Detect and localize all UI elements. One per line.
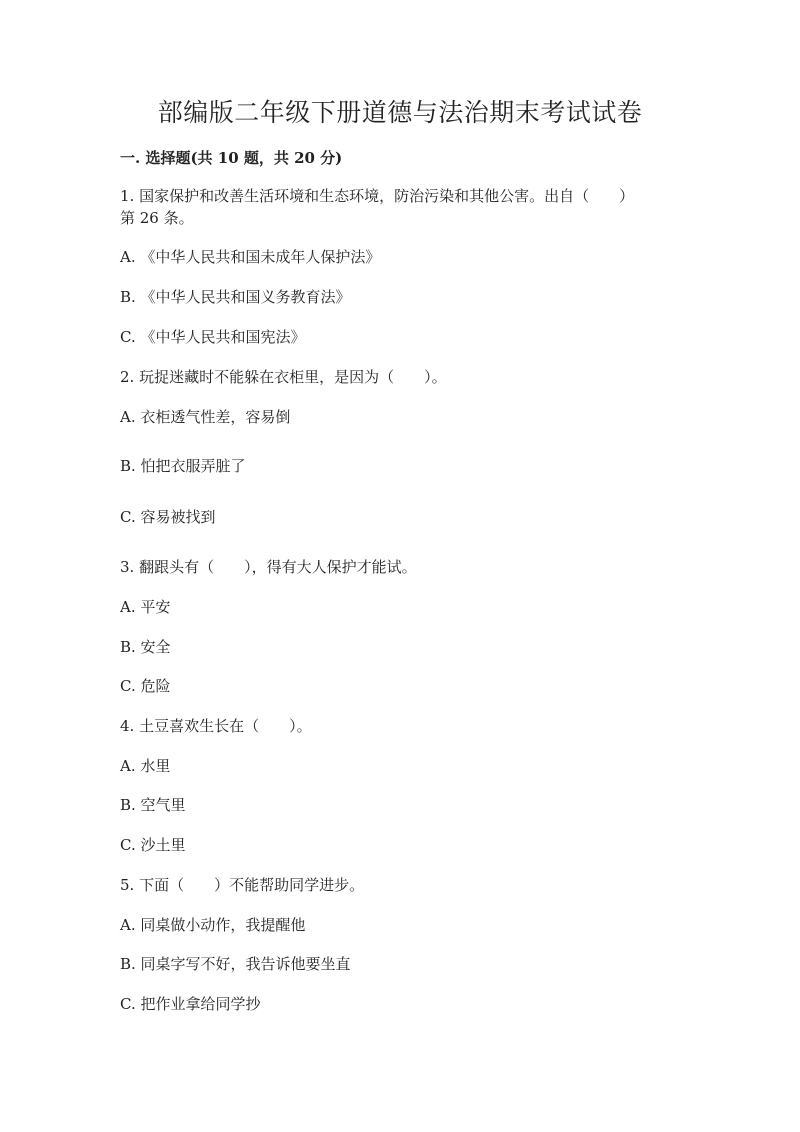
question-5-option-a: A. 同桌做小动作，我提醒他: [120, 916, 306, 934]
question-3-option-a: A. 平安: [120, 598, 171, 616]
question-2-stem: 2. 玩捉迷藏时不能躲在衣柜里，是因为（ ）。: [120, 368, 447, 386]
question-3-option-b: B. 安全: [120, 638, 171, 656]
question-3-option-c: C. 危险: [120, 677, 171, 695]
question-2-option-a: A. 衣柜透气性差，容易倒: [120, 408, 291, 426]
question-4-stem: 4. 土豆喜欢生长在（ ）。: [120, 717, 312, 735]
question-5-option-c: C. 把作业拿给同学抄: [120, 995, 261, 1013]
question-4-option-c: C. 沙土里: [120, 836, 186, 854]
question-2-option-c: C. 容易被找到: [120, 508, 216, 526]
question-3-stem: 3. 翻跟头有（ ），得有大人保护才能试。: [120, 558, 417, 576]
question-2-option-b: B. 怕把衣服弄脏了: [120, 457, 246, 475]
question-4-option-a: A. 水里: [120, 757, 171, 775]
question-1-stem-line-2: 第 26 条。: [120, 209, 194, 227]
section-heading: 一. 选择题(共 10 题，共 20 分): [120, 149, 343, 167]
question-1-stem-line-1: 1. 国家保护和改善生活环境和生态环境，防治污染和其他公害。出自（ ）: [120, 187, 635, 205]
exam-title: 部编版二年级下册道德与法治期末考试试卷: [157, 98, 643, 127]
question-4-option-b: B. 空气里: [120, 796, 186, 814]
question-1-option-b: B. 《中华人民共和国义务教育法》: [120, 288, 351, 306]
question-1-option-c: C. 《中华人民共和国宪法》: [120, 328, 306, 346]
question-1-option-a: A. 《中华人民共和国未成年人保护法》: [120, 248, 381, 266]
question-5-stem: 5. 下面（ ）不能帮助同学进步。: [120, 876, 365, 894]
question-5-option-b: B. 同桌字写不好，我告诉他要坐直: [120, 955, 351, 973]
